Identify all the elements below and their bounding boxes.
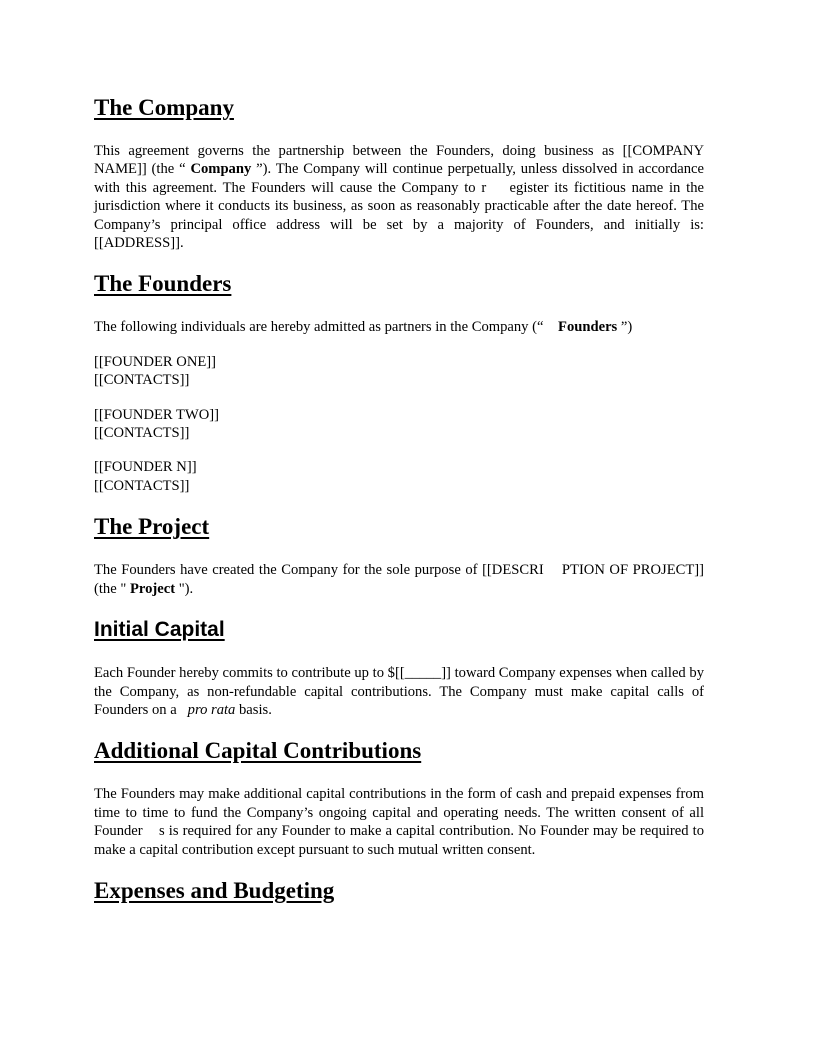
founder-entry-n [94,458,704,495]
defined-term-company: Company [190,161,252,178]
heading-additional-capital: Additional Capital Contributions [94,738,422,764]
heading-the-founders: The Founders [94,271,232,297]
founder-contacts: [[CONTACTS]] [94,477,190,494]
project-text-2: "). [175,580,194,597]
defined-term-project: Project [129,580,176,597]
founders-intro-text-1: The following individuals are hereby admitted as partners in the Company (“ [94,319,559,336]
founder-name: [[FOUNDER ONE]] [94,353,217,370]
paragraph-project [94,561,704,598]
paragraph-initial-capital [94,664,704,719]
heading-the-company: The Company [94,95,234,120]
founder-contacts: [[CONTACTS]] [94,425,190,442]
capital-text-1: Each Founder hereby commits to contribute up to $[[_____]] toward Company expenses when called by the Company, as non-refundable capital contributions. The Company must make capital calls of Founders on a [94,665,704,718]
heading-initial-capital: Initial Capital [94,618,225,642]
founders-intro-text-2: ”) [617,319,633,336]
paragraph-company-text-1: This agreement governs the partnership between the Founders, doing business as [[COMPANY NAME]] (the “ [94,143,704,178]
paragraph-company [94,142,704,252]
defined-term-founders: Founders [558,319,618,336]
heading-expenses-budgeting: Expenses and Budgeting [94,877,335,903]
heading-the-project: The Project [94,514,210,540]
founder-name: [[FOUNDER N]] [94,459,197,476]
paragraph-company-text-2: ”). The Company will continue perpetually, unless dissolved in accordance with this agreement. The Founders will cause the Company to r egister its fictitious name in the jurisdiction where it conducts its business, as soon as reasonably practicable after the date hereof. The Company’s principal office address will be set by a majority of Founders, and initially is: [[ADDRESS]]. [94,161,704,252]
document-body [94,93,704,906]
paragraph-founders-intro [94,318,704,336]
founder-entry-1 [94,353,704,390]
founder-name: [[FOUNDER TWO]] [94,406,219,423]
founder-entry-2 [94,406,704,443]
pro-rata-term: pro rata [187,701,236,718]
capital-text-2: basis. [235,701,272,718]
founder-contacts: [[CONTACTS]] [94,372,190,389]
project-text-1: The Founders have created the Company for the sole purpose of [[DESCRI PTION OF PROJECT]] (the " [94,562,704,597]
paragraph-additional-capital: The Founders may make additional capital contributions in the form of cash and prepaid expenses from time to time to fund the Company’s ongoing capital and operating needs. The written consent of all Founder s is required for any Founder to make a capital contribution. No Founder may be required to make a capital contribution except pursuant to such mutual written consent. [94,786,704,858]
